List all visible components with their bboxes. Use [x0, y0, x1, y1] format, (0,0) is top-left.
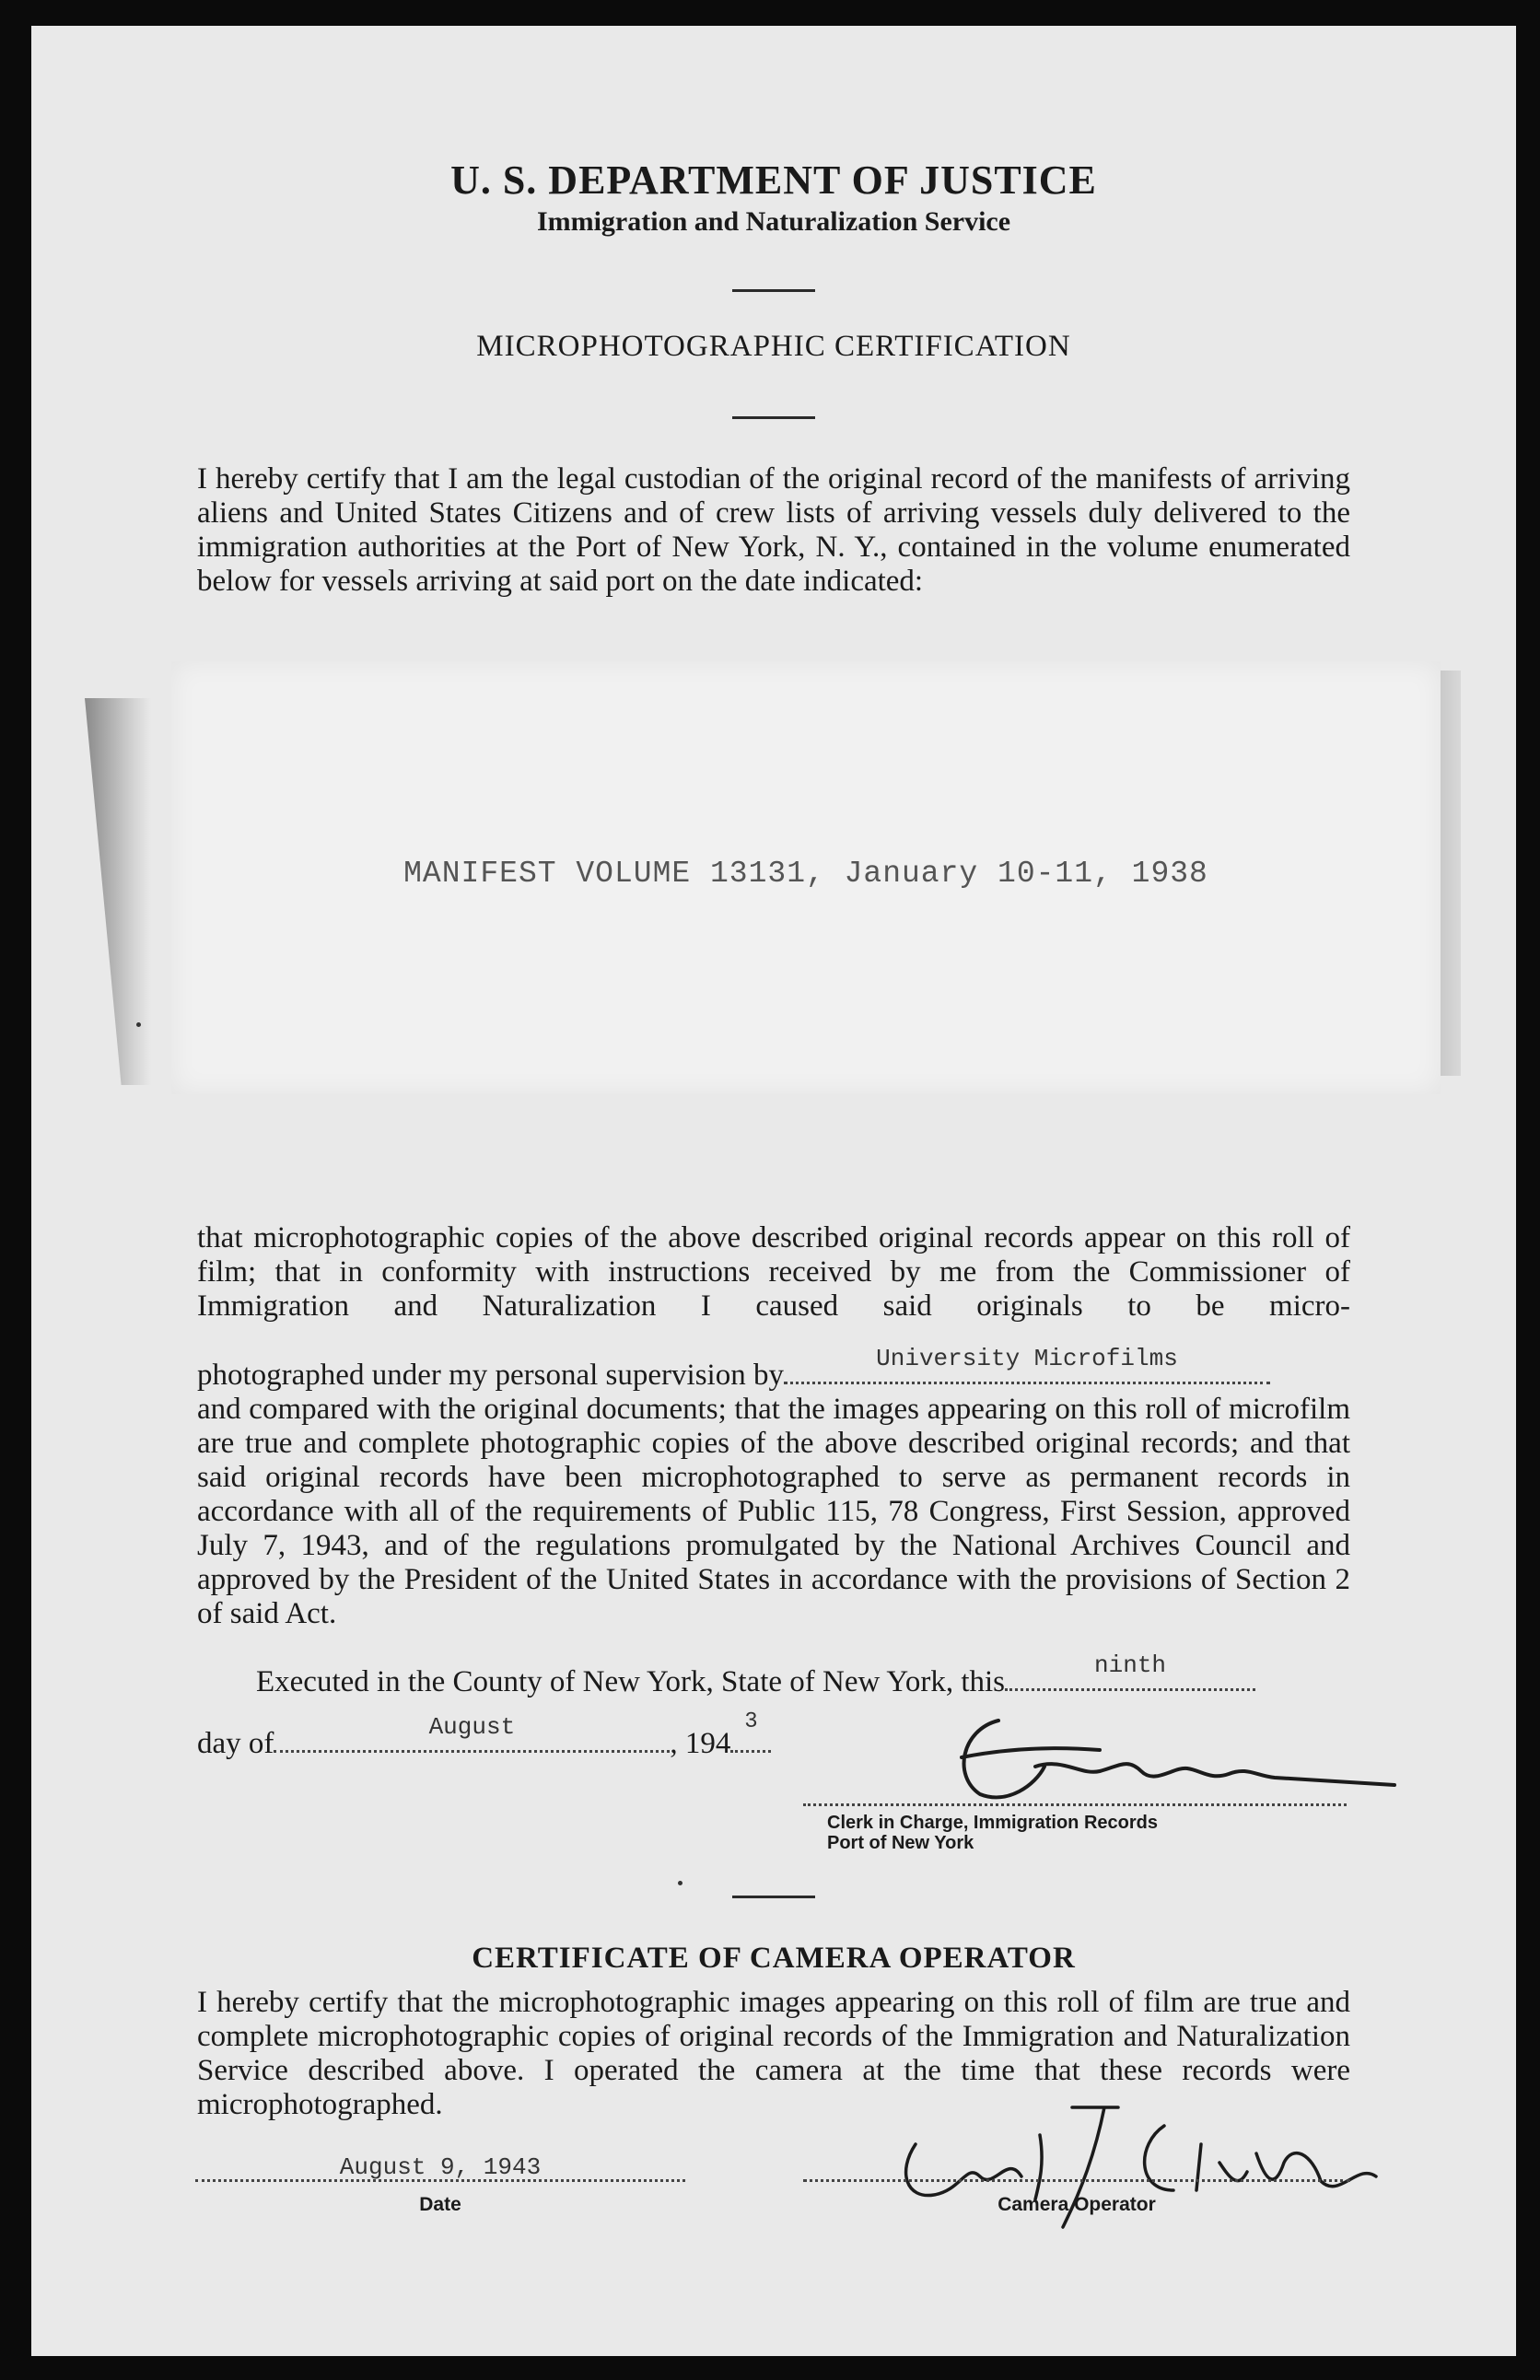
certification-title: MICROPHOTOGRAPHIC CERTIFICATION [476, 330, 1071, 363]
month-field [274, 1713, 670, 1753]
service-subheading: Immigration and Naturalization Service [536, 206, 1011, 237]
manifest-volume-text: MANIFEST VOLUME 13131, January 10-11, 1938 [403, 857, 1208, 891]
executed-day-field [1005, 1651, 1255, 1691]
executed-day-value: ninth [1094, 1651, 1167, 1679]
camera-operator-label: Camera Operator [998, 2194, 1156, 2215]
date-line [195, 2179, 685, 2182]
photographed-line [197, 1345, 1350, 1393]
day-of-prefix: day of [197, 1727, 274, 1760]
comparison-paragraph: and compared with the original documents; that the images appearing on this roll of microfilm are true and complete photographic copies of the above described original records; and that said original records have been microphotographed to serve as permanent records in accordance with all of the requirements of Public 115, 78 Congress, First Session, approved July 7, 1943, and of the regulations promulgated by the National Archives Council and approved by the President of the United States in accordance with the provisions of Section 2 of said Act. [197, 1393, 1350, 1630]
clerk-signature [823, 1702, 1413, 1813]
clerk-title-line1: Clerk in Charge, Immigration Records [827, 1813, 1158, 1833]
camera-operator-heading: CERTIFICATE OF CAMERA OPERATOR [472, 1942, 1076, 1975]
photographed-prefix: photographed under my personal supervision by [197, 1359, 784, 1392]
copies-paragraph: that microphotographic copies of the above described original records appear on this roll of film; that in conformity with instructions received by me from the Commissioner of Immigration and Naturalization I caused said originals to be micro- [197, 1221, 1350, 1323]
month-value: August [428, 1713, 516, 1741]
clerk-signature-text: Geo. Sasser [823, 1702, 828, 1703]
department-heading: U. S. DEPARTMENT OF JUSTICE [450, 158, 1097, 203]
executed-line [256, 1651, 1350, 1699]
photographer-value: University Microfilms [876, 1345, 1178, 1372]
date-value: August 9, 1943 [339, 2153, 542, 2181]
speck [136, 1022, 141, 1027]
manifest-strip [171, 661, 1441, 1094]
divider-rule [732, 416, 815, 419]
operator-signature-text: Ewal T. Kleinte [879, 2089, 885, 2090]
camera-operator-paragraph: I hereby certify that the microphotographic images appearing on this roll of film are true and complete microphotographic copies of original records of the Immigration and Naturalization Service described above. I operated the camera at the time that these records were microphotographed. [197, 1986, 1350, 2121]
year-prefix: , 194 [670, 1727, 731, 1760]
year-field [730, 1709, 771, 1753]
executed-prefix: Executed in the County of New York, State of New York, this [256, 1665, 1006, 1698]
clerk-title-line2: Port of New York [827, 1833, 974, 1853]
year-value: 3 [744, 1709, 758, 1734]
date-label: Date [419, 2194, 461, 2215]
photographer-field [784, 1345, 1270, 1384]
certificate-page [31, 26, 1516, 2356]
custodian-paragraph: I hereby certify that I am the legal custodian of the original record of the manifests of arriving aliens and United States Citizens and of crew lists of arriving vessels duly delivered to the immigration authorities at the Port of New York, N. Y., contained in the volume enumerated below for vessels arriving at said port on the date indicated: [197, 462, 1350, 598]
clerk-signature-line [803, 1803, 1347, 1806]
camera-operator-line [803, 2179, 1350, 2182]
clerk-title [827, 1813, 1158, 1853]
strip-shadow [85, 698, 151, 1085]
divider-rule [732, 1896, 815, 1898]
divider-rule [732, 289, 815, 292]
speck [678, 1881, 682, 1885]
